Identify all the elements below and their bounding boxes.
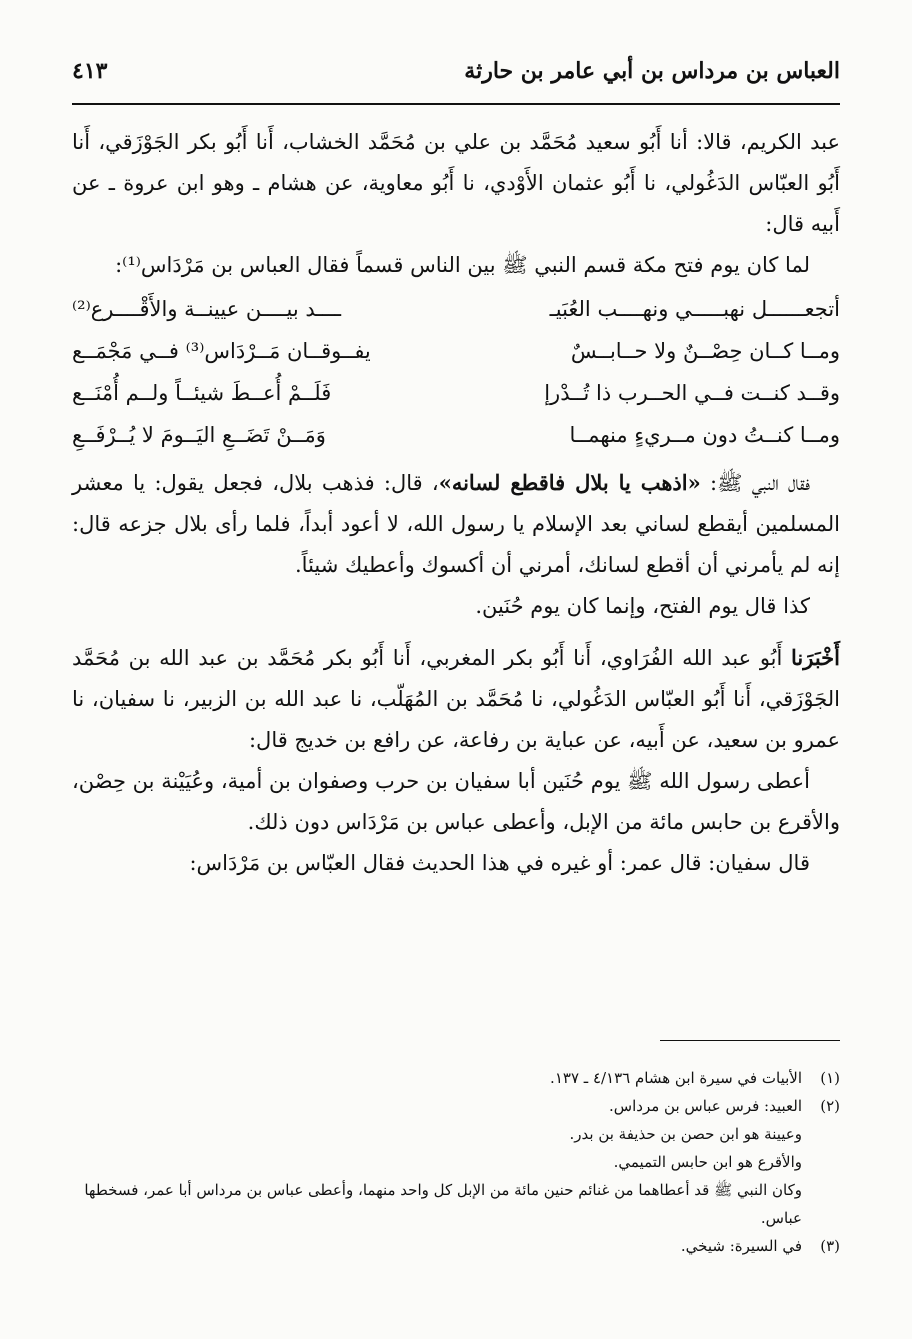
footnote-text: في السيرة: شيخي. (680, 1237, 802, 1255)
footnote-2-line: وعيينة هو ابن حصن بن حذيفة بن بدر. (569, 1125, 802, 1143)
footnote-text: العبيد: فرس عباس بن مرداس. (609, 1097, 802, 1115)
verse-second-hemistich: وَمَــنْ تَضَــعِ اليَــومَ لا يُــرْفَــعِ (72, 423, 326, 447)
footnote-mark: (١) (820, 1069, 840, 1087)
akhbarana-keyword: أَخْبَرَنا (791, 645, 840, 670)
quote-rest: ، قال: فذهب بلال، فجعل يقول: يا معشر المسلمين أيقطع لساني بعد الإسلام يا رسول الله، لا أعود أبداً، فلما رأى بلال جزعه قال: إنه لم يأمرني أن أقطع لسانك، أمرني أن أكسوك وأعطيك شيئاً. (72, 471, 840, 577)
running-title: العباس بن مرداس بن أبي عامر بن حارثة (464, 58, 840, 84)
verse-first-hemistich: ومــا كنــتُ دون مــريءٍ منهمــا (569, 423, 840, 447)
verse-first-hemistich: أتجعــــــل نهبـــــي ونهــــب العُبَيـ (549, 297, 840, 321)
poem (72, 288, 840, 456)
verse-first-hemistich: وقــد كنــت فــي الحــرب ذا تُــدْرإ (544, 381, 840, 405)
paragraph-prophet-quote (72, 462, 840, 586)
footnote-2-line: والأقرع هو ابن حابس التميمي. (613, 1153, 802, 1171)
page-header (72, 58, 840, 98)
page-number: ٤١٣ (72, 58, 108, 84)
prophet-quote: «اذهب يا بلال فاقطع لسانه» (438, 470, 701, 495)
footnote-separator (660, 1040, 840, 1041)
verse (72, 330, 840, 372)
footnote-2 (72, 1092, 840, 1120)
footnote-mark: (٢) (820, 1097, 840, 1115)
isnad-2-rest: أَبُو عبد الله الفُرَاوي، أَنا أَبُو بكر المغربي، أَنا أَبُو بكر مُحَمَّد بن عبد الله بن مُحَمَّد الجَوْزَقي، أَنا أَبُو العبّاس الدَغُولي، نا مُحَمَّد بن المُهَلّب، نا عبد الله بن الزبير، نا سفيان، نا عمرو بن سعيد، عن أَبيه، عن عباية بن رفاعة، عن رافع بن خديج قال: (72, 646, 840, 752)
paragraph-narration-3: قال سفيان: قال عمر: أو غيره في هذا الحديث فقال العبّاس بن مَرْدَاس: (189, 851, 810, 875)
paragraph-isnad-1: عبد الكريم، قالا: أنا أَبُو سعيد مُحَمَّد بن علي بن مُحَمَّد الخشاب، أَنا أَبُو بكر الجَوْزَقي، أَنا أَبُو العبّاس الدَغُولي، نا أَبُو عثمان الأَوْدي، نا أَبُو معاوية، عن هشام ـ وهو ابن عروة ـ عن أَبيه قال: (72, 130, 840, 236)
verse-first-hemistich: ومــا كــان حِصْــنٌ ولا حــابــسٌ (570, 339, 840, 363)
verse (72, 288, 840, 330)
quote-lead: فقال النبي ﷺ: (700, 471, 810, 495)
footnote-mark: (٣) (820, 1237, 840, 1255)
verse-second-hemistich: يفــوقــان مَــرْدَاس⁽³⁾ فــي مَجْمَــع (72, 339, 371, 363)
footnote-2-line: وكان النبي ﷺ قد أعطاهما من غنائم حنين مائة من الإبل كل واحد منهما، وأعطى عباس بن مرداس أبا عمر، فسخطها عباس. (84, 1181, 802, 1227)
footnote-3 (72, 1232, 840, 1260)
paragraph-narration-1: لما كان يوم فتح مكة قسم النبي ﷺ بين الناس قسماً فقال العباس بن مَرْدَاس⁽¹⁾: (115, 253, 810, 277)
verse (72, 372, 840, 414)
footnote-text: الأبيات في سيرة ابن هشام ٤/١٣٦ ـ ١٣٧. (550, 1069, 802, 1087)
paragraph-isnad-2 (72, 637, 840, 761)
verse (72, 414, 840, 456)
verse-second-hemistich: فَلَــمْ أُعــطَ شيئــاً ولــم أُمْنَــع (72, 381, 332, 405)
footnotes (72, 1064, 840, 1260)
verse-second-hemistich: ــــد بيــــن عيينــة والأَقْــــرع⁽²⁾ (72, 297, 342, 321)
paragraph-narration-2: أعطى رسول الله ﷺ يوم حُنَين أبا سفيان بن حرب وصفوان بن أمية، وعُيَيْنة بن حِصْن، والأقرع بن حابس مائة من الإبل، وأعطى عباس بن مَرْدَاس دون ذلك. (72, 769, 840, 834)
header-rule (72, 103, 840, 105)
paragraph-comment: كذا قال يوم الفتح، وإنما كان يوم حُنَين. (475, 594, 810, 618)
main-text (72, 122, 840, 884)
footnote-1 (72, 1064, 840, 1092)
